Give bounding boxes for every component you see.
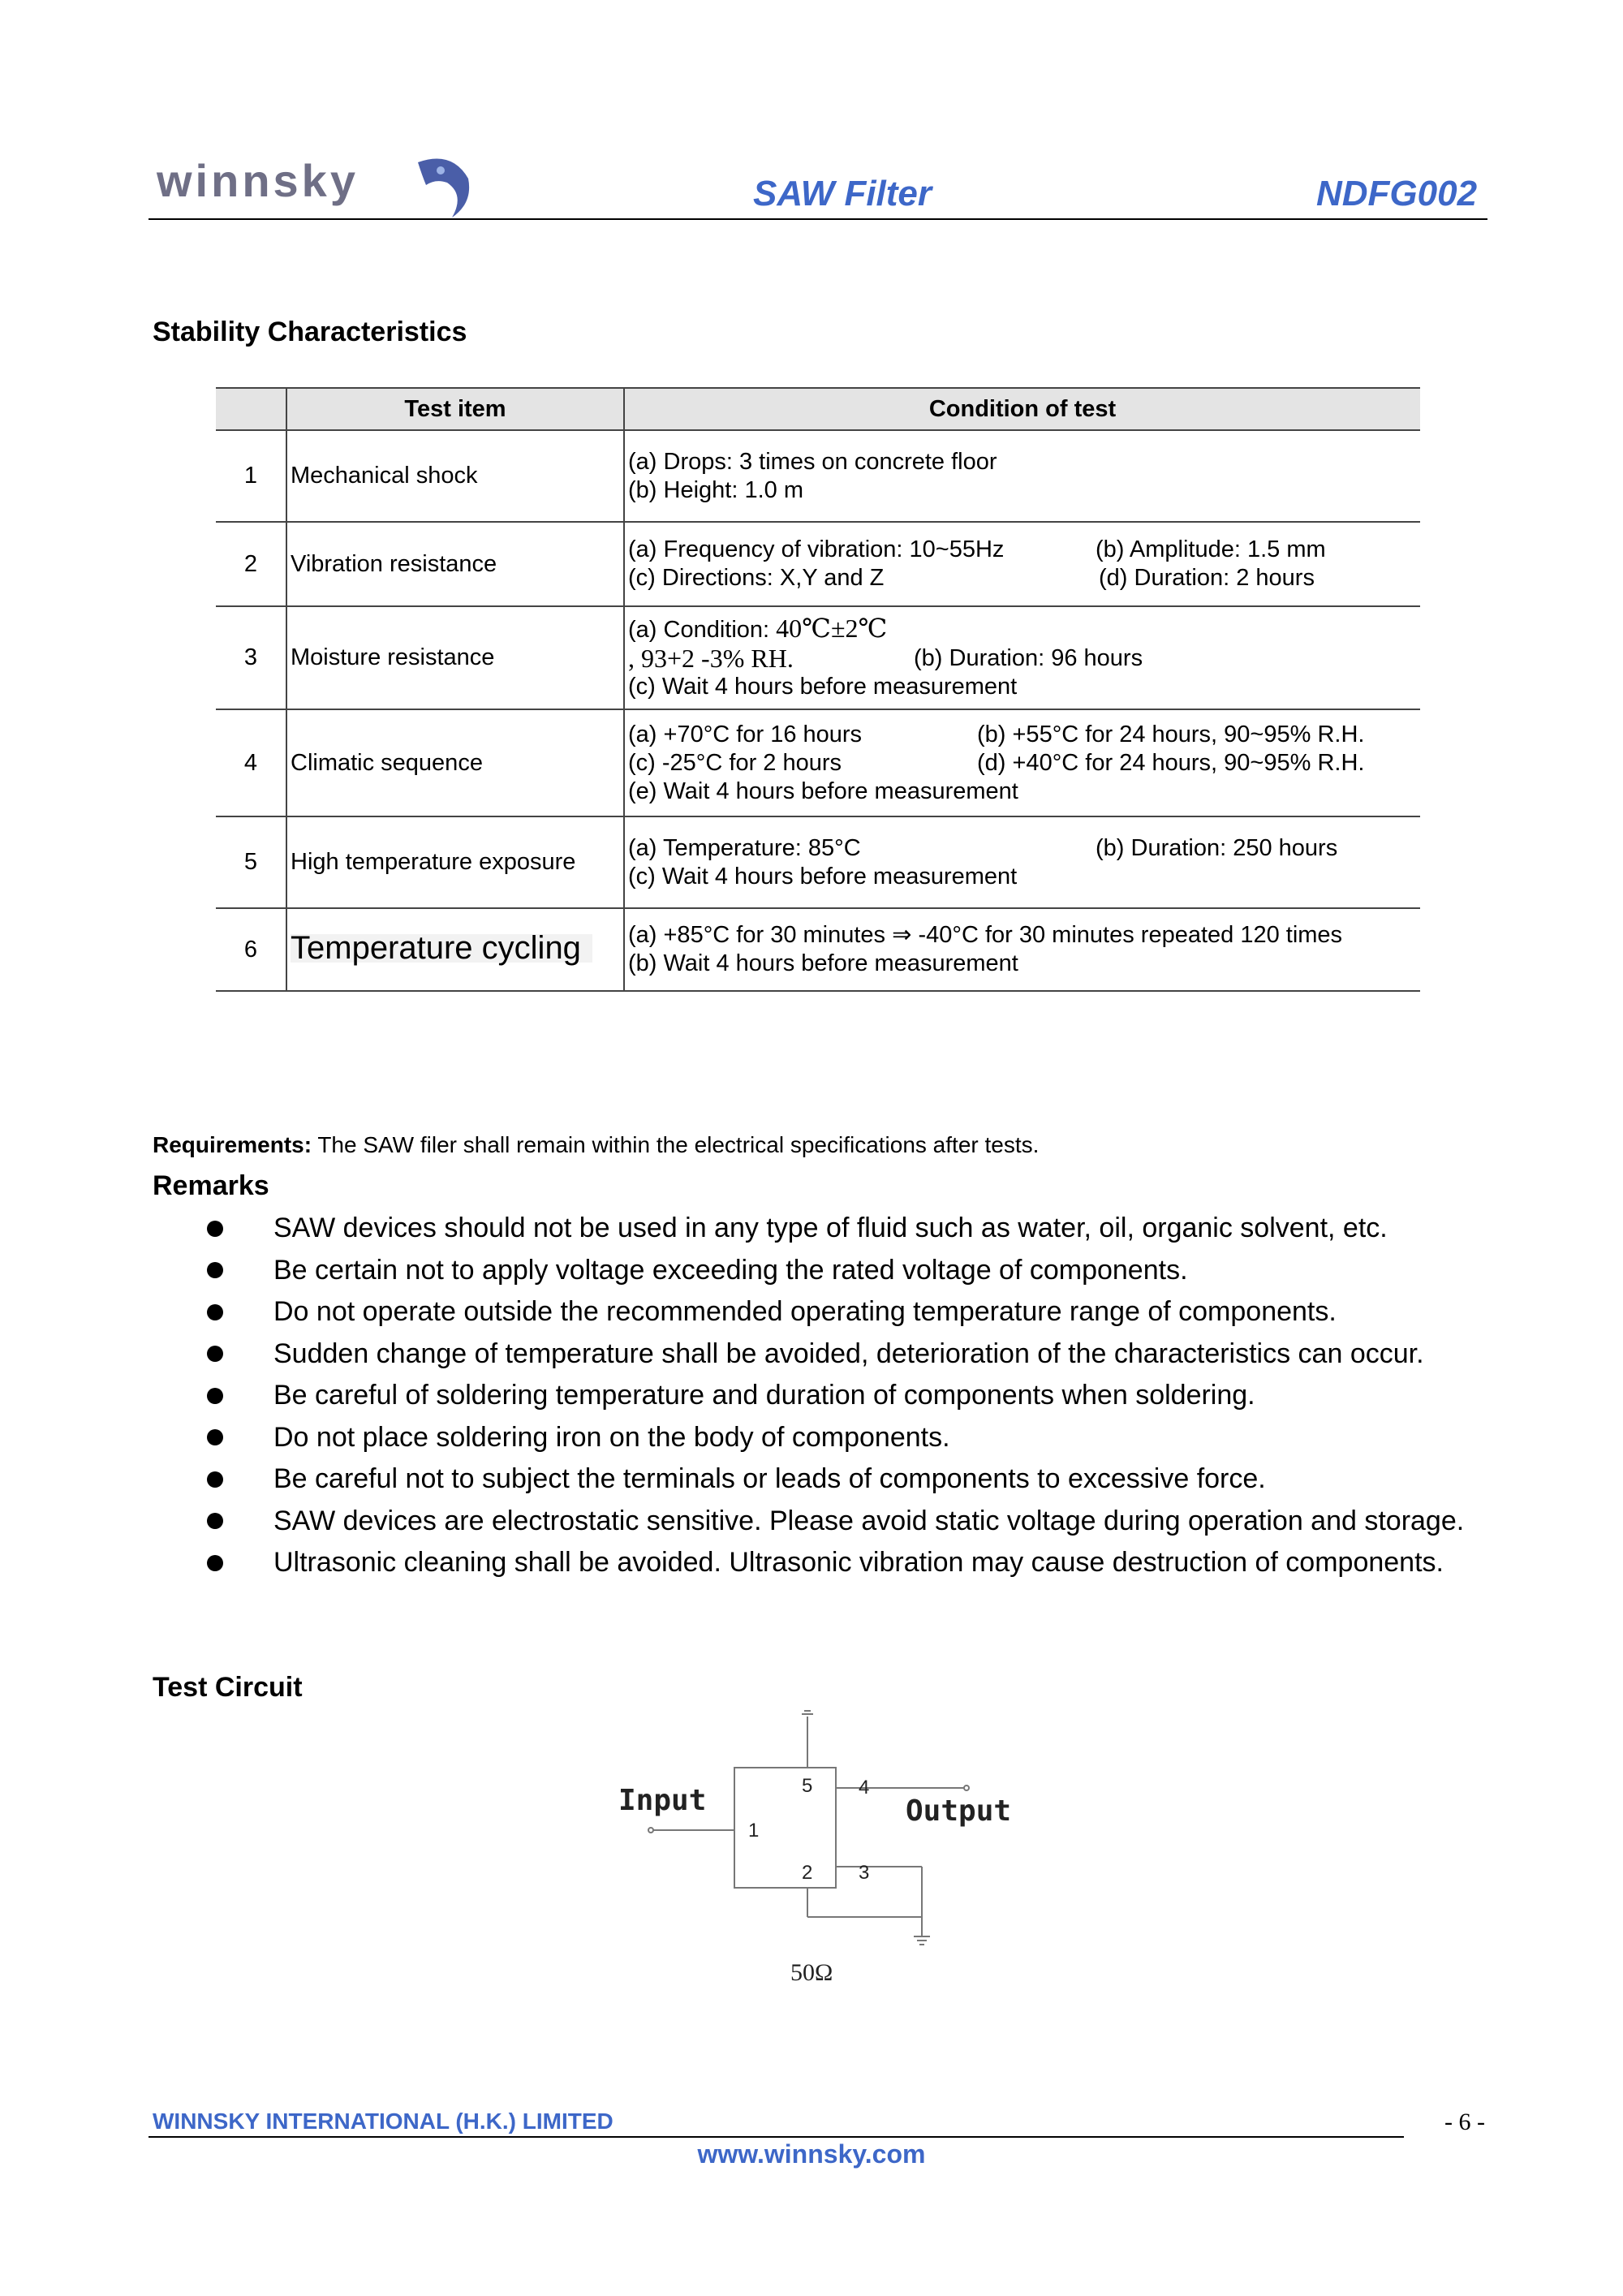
bullet-icon bbox=[207, 1471, 223, 1488]
test-condition bbox=[624, 430, 1420, 522]
bullet-icon bbox=[207, 1304, 223, 1320]
table-header-row bbox=[216, 388, 1420, 430]
stability-table bbox=[216, 387, 1420, 992]
condition-line bbox=[628, 644, 1417, 673]
test-condition bbox=[624, 606, 1420, 709]
condition-line bbox=[628, 564, 1417, 592]
test-circuit-diagram bbox=[601, 1704, 1055, 1997]
remarks-title: Remarks bbox=[153, 1170, 269, 1201]
condition-line bbox=[628, 536, 1417, 564]
list-item bbox=[207, 1291, 1464, 1333]
header-divider bbox=[149, 218, 1487, 220]
list-item bbox=[207, 1501, 1464, 1543]
test-item-label: Temperature cycling bbox=[291, 934, 592, 963]
condition-part-b: (b) Duration: 250 hours bbox=[1096, 834, 1338, 861]
condition-temperature: 40℃±2℃ bbox=[776, 614, 888, 643]
condition-line: (c) Wait 4 hours before measurement bbox=[628, 863, 1018, 890]
remarks-list bbox=[207, 1208, 1464, 1584]
remark-text: Sudden change of temperature shall be avoided, deterioration of the characteristics can occur. bbox=[273, 1338, 1424, 1369]
document-type: SAW Filter bbox=[753, 174, 932, 213]
list-item bbox=[207, 1542, 1464, 1584]
column-header-condition: Condition of test bbox=[624, 388, 1420, 430]
load-resistance-label: 50Ω bbox=[790, 1959, 833, 1986]
condition-part-a: (c) -25°C for 2 hours bbox=[628, 749, 842, 776]
bullet-icon bbox=[207, 1221, 223, 1237]
condition-line bbox=[628, 749, 1417, 778]
condition-part-b: (d) +40°C for 24 hours, 90~95% R.H. bbox=[977, 749, 1365, 776]
condition-line bbox=[628, 614, 1417, 644]
condition-part-b: (d) Duration: 2 hours bbox=[1099, 565, 1315, 591]
remark-text: Be certain not to apply voltage exceeding the rated voltage of components. bbox=[273, 1254, 1188, 1286]
row-number: 5 bbox=[216, 816, 286, 908]
test-item bbox=[286, 908, 624, 991]
remark-text: Ultrasonic cleaning shall be avoided. Ultrasonic vibration may cause destruction of components. bbox=[273, 1547, 1444, 1579]
bullet-icon bbox=[207, 1429, 223, 1445]
input-terminal-icon bbox=[648, 1828, 653, 1833]
output-terminal-icon bbox=[964, 1786, 969, 1790]
test-item: High temperature exposure bbox=[286, 816, 624, 908]
remark-text: Be careful not to subject the terminals or leads of components to excessive force. bbox=[273, 1463, 1266, 1495]
bullet-icon bbox=[207, 1388, 223, 1404]
test-condition bbox=[624, 816, 1420, 908]
output-label: Output bbox=[906, 1794, 1012, 1828]
list-item bbox=[207, 1250, 1464, 1292]
test-item: Vibration resistance bbox=[286, 522, 624, 606]
footer-website-link[interactable]: www.winnsky.com bbox=[697, 2139, 926, 2169]
condition-part-a: (a) Temperature: 85°C bbox=[628, 834, 861, 861]
test-item: Climatic sequence bbox=[286, 709, 624, 816]
bullet-icon bbox=[207, 1513, 223, 1529]
test-circuit-title: Test Circuit bbox=[153, 1672, 303, 1703]
row-number: 1 bbox=[216, 430, 286, 522]
requirements-note bbox=[153, 1132, 1039, 1158]
condition-line bbox=[628, 721, 1417, 749]
footer-divider bbox=[149, 2136, 1404, 2138]
list-item bbox=[207, 1208, 1464, 1250]
remark-text: SAW devices should not be used in any type of fluid such as water, oil, organic solvent, etc. bbox=[273, 1213, 1388, 1244]
condition-part-b: (b) Amplitude: 1.5 mm bbox=[1096, 536, 1326, 562]
winnsky-logo bbox=[150, 146, 491, 223]
table-row bbox=[216, 430, 1420, 522]
remark-text: Do not operate outside the recommended operating temperature range of components. bbox=[273, 1296, 1337, 1328]
requirements-text: The SAW filer shall remain within the electrical specifications after tests. bbox=[312, 1132, 1040, 1157]
requirements-label: Requirements: bbox=[153, 1132, 312, 1157]
condition-line: (a) +85°C for 30 minutes ⇒ -40°C for 30 minutes repeated 120 times bbox=[628, 922, 1343, 948]
table-row bbox=[216, 709, 1420, 816]
test-condition bbox=[624, 709, 1420, 816]
row-number: 3 bbox=[216, 606, 286, 709]
condition-line: (b) Height: 1.0 m bbox=[628, 476, 803, 503]
table-row bbox=[216, 816, 1420, 908]
condition-part-a: (c) Directions: X,Y and Z bbox=[628, 565, 885, 591]
test-condition bbox=[624, 908, 1420, 991]
row-number: 2 bbox=[216, 522, 286, 606]
remark-text: Do not place soldering iron on the body of components. bbox=[273, 1421, 950, 1453]
row-number: 6 bbox=[216, 908, 286, 991]
bullet-icon bbox=[207, 1262, 223, 1278]
list-item bbox=[207, 1333, 1464, 1376]
condition-line bbox=[628, 834, 1417, 863]
list-item bbox=[207, 1375, 1464, 1417]
list-item bbox=[207, 1417, 1464, 1459]
page-number: - 6 - bbox=[1444, 2109, 1485, 2135]
table-row bbox=[216, 522, 1420, 606]
logo-wordmark: winnsky bbox=[157, 155, 359, 206]
logo-swoosh-icon bbox=[418, 159, 469, 218]
condition-humidity: , 93+2 -3% RH. bbox=[628, 644, 794, 673]
bullet-icon bbox=[207, 1346, 223, 1362]
pin-label: 2 bbox=[802, 1862, 813, 1884]
test-condition bbox=[624, 522, 1420, 606]
logo-dot-icon bbox=[437, 166, 445, 174]
condition-line: (e) Wait 4 hours before measurement bbox=[628, 778, 1018, 804]
table-row bbox=[216, 606, 1420, 709]
list-item bbox=[207, 1458, 1464, 1501]
stability-title: Stability Characteristics bbox=[153, 317, 467, 347]
pin-label: 1 bbox=[748, 1820, 760, 1842]
condition-line: (b) Wait 4 hours before measurement bbox=[628, 950, 1018, 976]
condition-part-b: (b) Duration: 96 hours bbox=[914, 645, 1143, 671]
condition-line: (c) Wait 4 hours before measurement bbox=[628, 674, 1018, 700]
condition-line: (a) Drops: 3 times on concrete floor bbox=[628, 448, 997, 475]
input-label: Input bbox=[618, 1784, 707, 1817]
column-header-test-item: Test item bbox=[286, 388, 624, 430]
table-row bbox=[216, 908, 1420, 991]
bullet-icon bbox=[207, 1555, 223, 1571]
pin-label: 3 bbox=[859, 1862, 870, 1884]
footer-company: WINNSKY INTERNATIONAL (H.K.) LIMITED bbox=[153, 2109, 613, 2134]
column-header-no bbox=[216, 388, 286, 430]
remark-text: Be careful of soldering temperature and duration of components when soldering. bbox=[273, 1380, 1255, 1411]
condition-part-b: (b) +55°C for 24 hours, 90~95% R.H. bbox=[977, 721, 1365, 747]
pin-label: 4 bbox=[859, 1777, 870, 1798]
pin-label: 5 bbox=[802, 1775, 813, 1797]
condition-part-a: (a) Frequency of vibration: 10~55Hz bbox=[628, 536, 1005, 562]
condition-part-a: (a) Condition: bbox=[628, 617, 777, 643]
row-number: 4 bbox=[216, 709, 286, 816]
test-item: Moisture resistance bbox=[286, 606, 624, 709]
test-item: Mechanical shock bbox=[286, 430, 624, 522]
remark-text: SAW devices are electrostatic sensitive. Please avoid static voltage during operation and storage. bbox=[273, 1505, 1465, 1536]
part-number: NDFG002 bbox=[1316, 174, 1478, 213]
condition-part-a: (a) +70°C for 16 hours bbox=[628, 721, 863, 747]
